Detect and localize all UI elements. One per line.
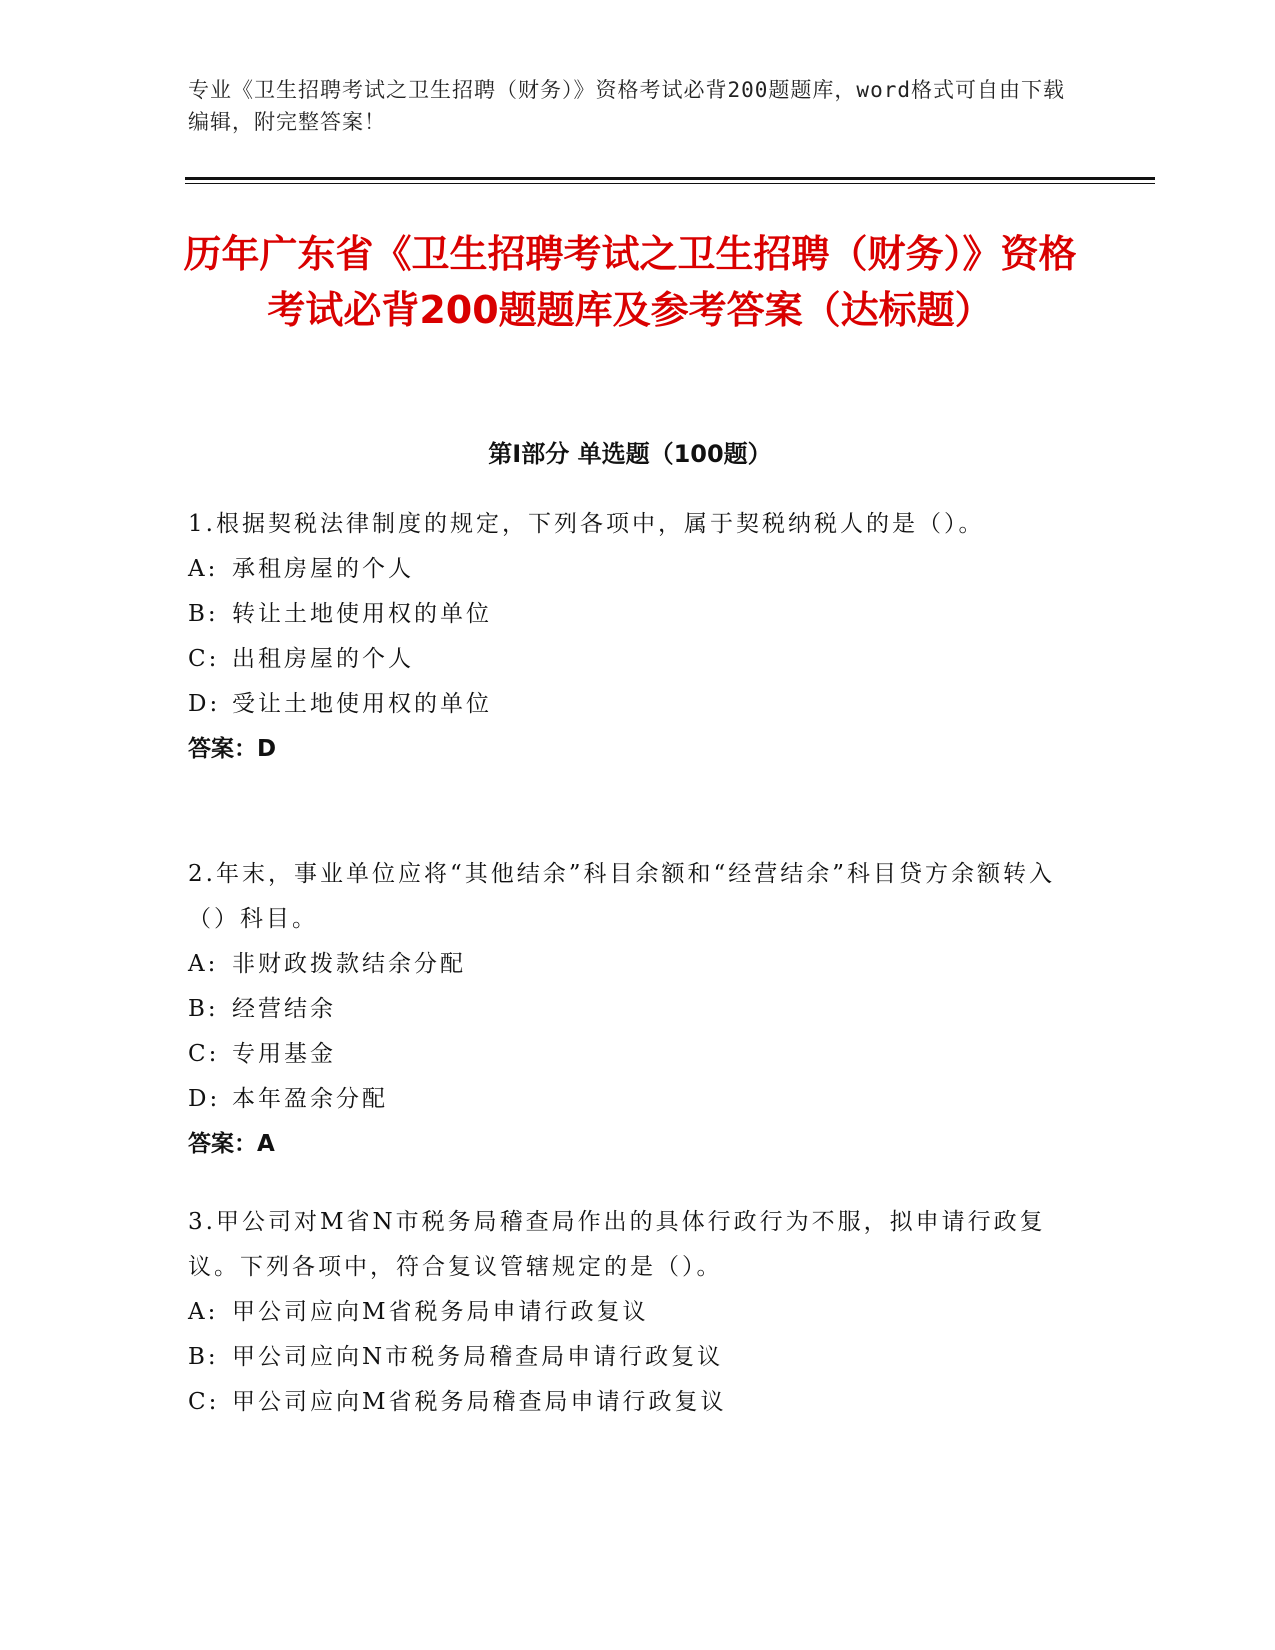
option-text: 专用基金 — [232, 1041, 336, 1067]
option-text: 转让土地使用权的单位 — [232, 601, 492, 627]
header-rule-thick — [185, 177, 1155, 180]
option-text: 甲公司应向M省税务局申请行政复议 — [232, 1299, 649, 1325]
option-d — [188, 1077, 1068, 1122]
option-d — [188, 682, 1068, 727]
answer-label: 答案：A — [188, 1131, 275, 1157]
option-text: 出租房屋的个人 — [232, 646, 414, 672]
option-key: B: — [188, 1344, 219, 1370]
header-note: 专业《卫生招聘考试之卫生招聘（财务）》资格考试必背200题题库，word格式可自由下载编辑，附完整答案！ — [188, 78, 1065, 134]
option-key: B: — [188, 601, 219, 627]
question-3 — [188, 1200, 1068, 1425]
option-key: A: — [188, 951, 219, 977]
option-text: 甲公司应向M省税务局稽查局申请行政复议 — [232, 1389, 727, 1415]
option-key: A: — [188, 556, 219, 582]
section-title: 第Ⅰ部分 单选题（100题） — [488, 440, 772, 468]
question-stem: 2.年末，事业单位应将“其他结余”科目余额和“经营结余”科目贷方余额转入（）科目。 — [188, 861, 1055, 932]
option-a — [188, 942, 1068, 987]
option-key: C: — [188, 1041, 220, 1067]
question-stem: 3.甲公司对M省N市税务局稽查局作出的具体行政行为不服，拟申请行政复议。下列各项中，符合复议管辖规定的是（）。 — [188, 1209, 1046, 1280]
option-a — [188, 1290, 1068, 1335]
option-text: 经营结余 — [232, 996, 336, 1022]
header-rule-thin — [185, 183, 1155, 184]
option-text: 本年盈余分配 — [232, 1086, 388, 1112]
option-b — [188, 987, 1068, 1032]
question-1 — [188, 502, 1068, 772]
option-c — [188, 1032, 1068, 1077]
option-c — [188, 1380, 1068, 1425]
option-b — [188, 1335, 1068, 1380]
option-key: A: — [188, 1299, 219, 1325]
option-a — [188, 547, 1068, 592]
question-stem: 1.根据契税法律制度的规定，下列各项中，属于契税纳税人的是（）。 — [188, 511, 985, 537]
question-2 — [188, 852, 1068, 1167]
option-key: C: — [188, 646, 220, 672]
option-b — [188, 592, 1068, 637]
document-title: 历年广东省《卫生招聘考试之卫生招聘（财务）》资格考试必背200题题库及参考答案（达标题） — [183, 232, 1077, 332]
option-text: 受让土地使用权的单位 — [232, 691, 492, 717]
option-text: 承租房屋的个人 — [232, 556, 414, 582]
option-text: 甲公司应向N市税务局稽查局申请行政复议 — [232, 1344, 724, 1370]
option-key: D: — [188, 691, 221, 717]
option-c — [188, 637, 1068, 682]
option-key: D: — [188, 1086, 221, 1112]
answer-label: 答案：D — [188, 736, 277, 762]
option-key: B: — [188, 996, 219, 1022]
option-text: 非财政拨款结余分配 — [232, 951, 466, 977]
option-key: C: — [188, 1389, 220, 1415]
